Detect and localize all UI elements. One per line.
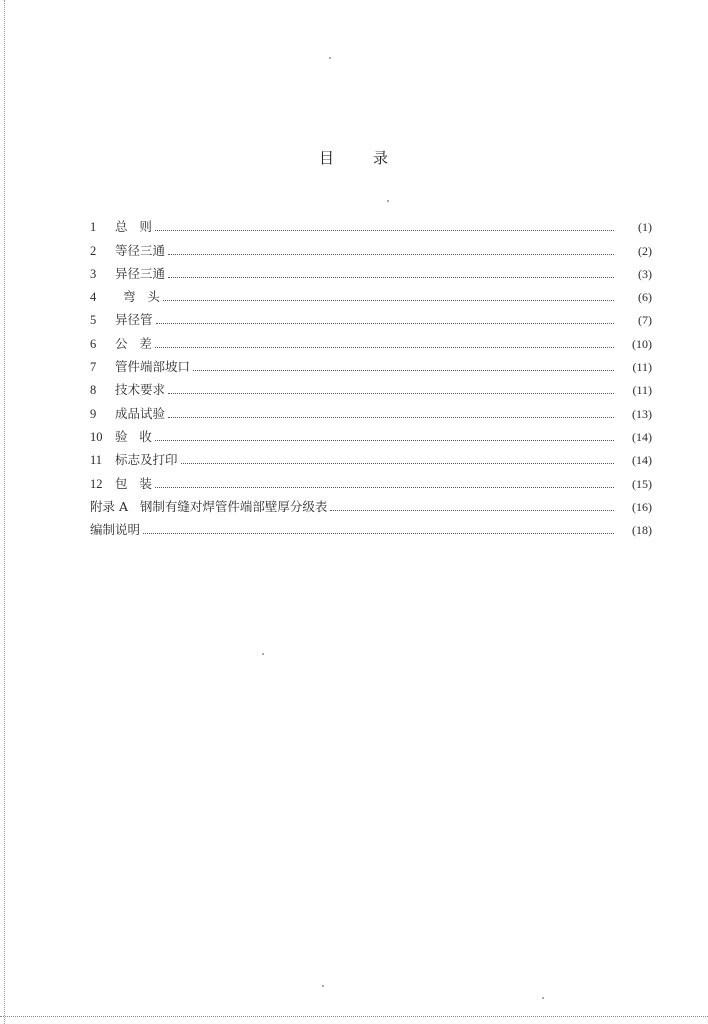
toc-entry[interactable] — [90, 235, 652, 258]
toc-entry-page: (7) — [638, 313, 652, 328]
toc-entry-label: 验 收 — [115, 428, 152, 444]
toc-entry-label: 公 差 — [115, 335, 152, 351]
toc-entry-page: (3) — [638, 266, 652, 281]
toc-entry-compilation-notes[interactable] — [90, 515, 652, 538]
toc-entry-label: 管件端部坡口 — [115, 359, 191, 375]
title-char-mu: 目 — [318, 149, 335, 167]
toc-dot-leader — [155, 347, 614, 348]
toc-entry-number: 8 — [90, 383, 97, 398]
toc-dot-leader — [168, 417, 614, 418]
toc-dot-leader — [330, 510, 614, 511]
scan-speck — [387, 200, 389, 202]
toc-entry-label: 包 装 — [115, 475, 152, 491]
toc-entry-appendix-a[interactable] — [90, 492, 652, 515]
scan-speck — [542, 997, 544, 999]
toc-dot-leader — [155, 440, 614, 441]
toc-entry[interactable] — [90, 445, 652, 468]
toc-entry-number: 7 — [90, 360, 97, 375]
toc-entry-page: (15) — [632, 476, 652, 491]
toc-entry-label: 等径三通 — [115, 242, 166, 258]
toc-entry-page: (14) — [632, 429, 652, 444]
toc-entry[interactable] — [90, 422, 652, 445]
toc-entry-page: (11) — [632, 360, 652, 375]
scan-edge-bottom — [0, 1016, 708, 1017]
toc-dot-leader — [168, 393, 614, 394]
toc-entry[interactable] — [90, 305, 652, 328]
toc-dot-leader — [168, 254, 614, 255]
toc-entry-page: (18) — [632, 523, 652, 538]
toc-entry-label: 异径管 — [115, 312, 153, 328]
toc-entry[interactable] — [90, 468, 652, 491]
toc-entry-number: 3 — [90, 266, 97, 281]
toc-entry-label: 编制说明 — [90, 522, 141, 538]
toc-entry-label: 总 则 — [115, 219, 152, 235]
toc-entry-label: 成品试验 — [115, 405, 166, 421]
toc-entry[interactable] — [90, 282, 652, 305]
scan-speck — [329, 57, 331, 59]
title-char-lu: 录 — [373, 149, 390, 167]
toc-entry-page: (14) — [632, 453, 652, 468]
toc-entry-page: (10) — [632, 336, 652, 351]
toc-dot-leader — [155, 230, 614, 231]
page-title — [0, 147, 708, 168]
toc-entry-label: 技术要求 — [115, 382, 166, 398]
toc-entry[interactable] — [90, 398, 652, 421]
toc-entry-page: (2) — [638, 243, 652, 258]
toc-entry-label: 附录 A 钢制有缝对焊管件端部壁厚分级表 — [90, 498, 328, 514]
toc-entry-number: 4 — [90, 290, 97, 305]
toc-entry[interactable] — [90, 212, 652, 235]
toc-dot-leader — [155, 487, 614, 488]
table-of-contents — [90, 212, 652, 538]
toc-entry-number: 5 — [90, 313, 97, 328]
scan-speck — [262, 653, 264, 655]
toc-entry[interactable] — [90, 352, 652, 375]
toc-dot-leader — [181, 463, 614, 464]
toc-entry[interactable] — [90, 259, 652, 282]
toc-dot-leader — [168, 277, 614, 278]
toc-entry-number: 9 — [90, 406, 97, 421]
toc-entry-page: (16) — [632, 499, 652, 514]
toc-entry-label: 标志及打印 — [115, 452, 178, 468]
toc-entry-page: (11) — [632, 383, 652, 398]
toc-dot-leader — [156, 323, 614, 324]
scan-speck — [322, 985, 324, 987]
toc-entry-number: 11 — [90, 453, 103, 468]
toc-entry-number: 2 — [90, 243, 97, 258]
toc-entry-number: 10 — [90, 429, 103, 444]
toc-dot-leader — [193, 370, 614, 371]
toc-entry-number: 12 — [90, 476, 103, 491]
toc-dot-leader — [163, 300, 614, 301]
toc-entry-page: (1) — [638, 220, 652, 235]
toc-entry[interactable] — [90, 375, 652, 398]
toc-entry[interactable] — [90, 328, 652, 351]
toc-entry-number: 1 — [90, 220, 97, 235]
toc-dot-leader — [143, 533, 614, 534]
toc-entry-page: (13) — [632, 406, 652, 421]
toc-entry-page: (6) — [638, 290, 652, 305]
toc-entry-label: 异径三通 — [115, 265, 166, 281]
toc-entry-number: 6 — [90, 336, 97, 351]
toc-entry-label: 弯 头 — [115, 289, 160, 305]
